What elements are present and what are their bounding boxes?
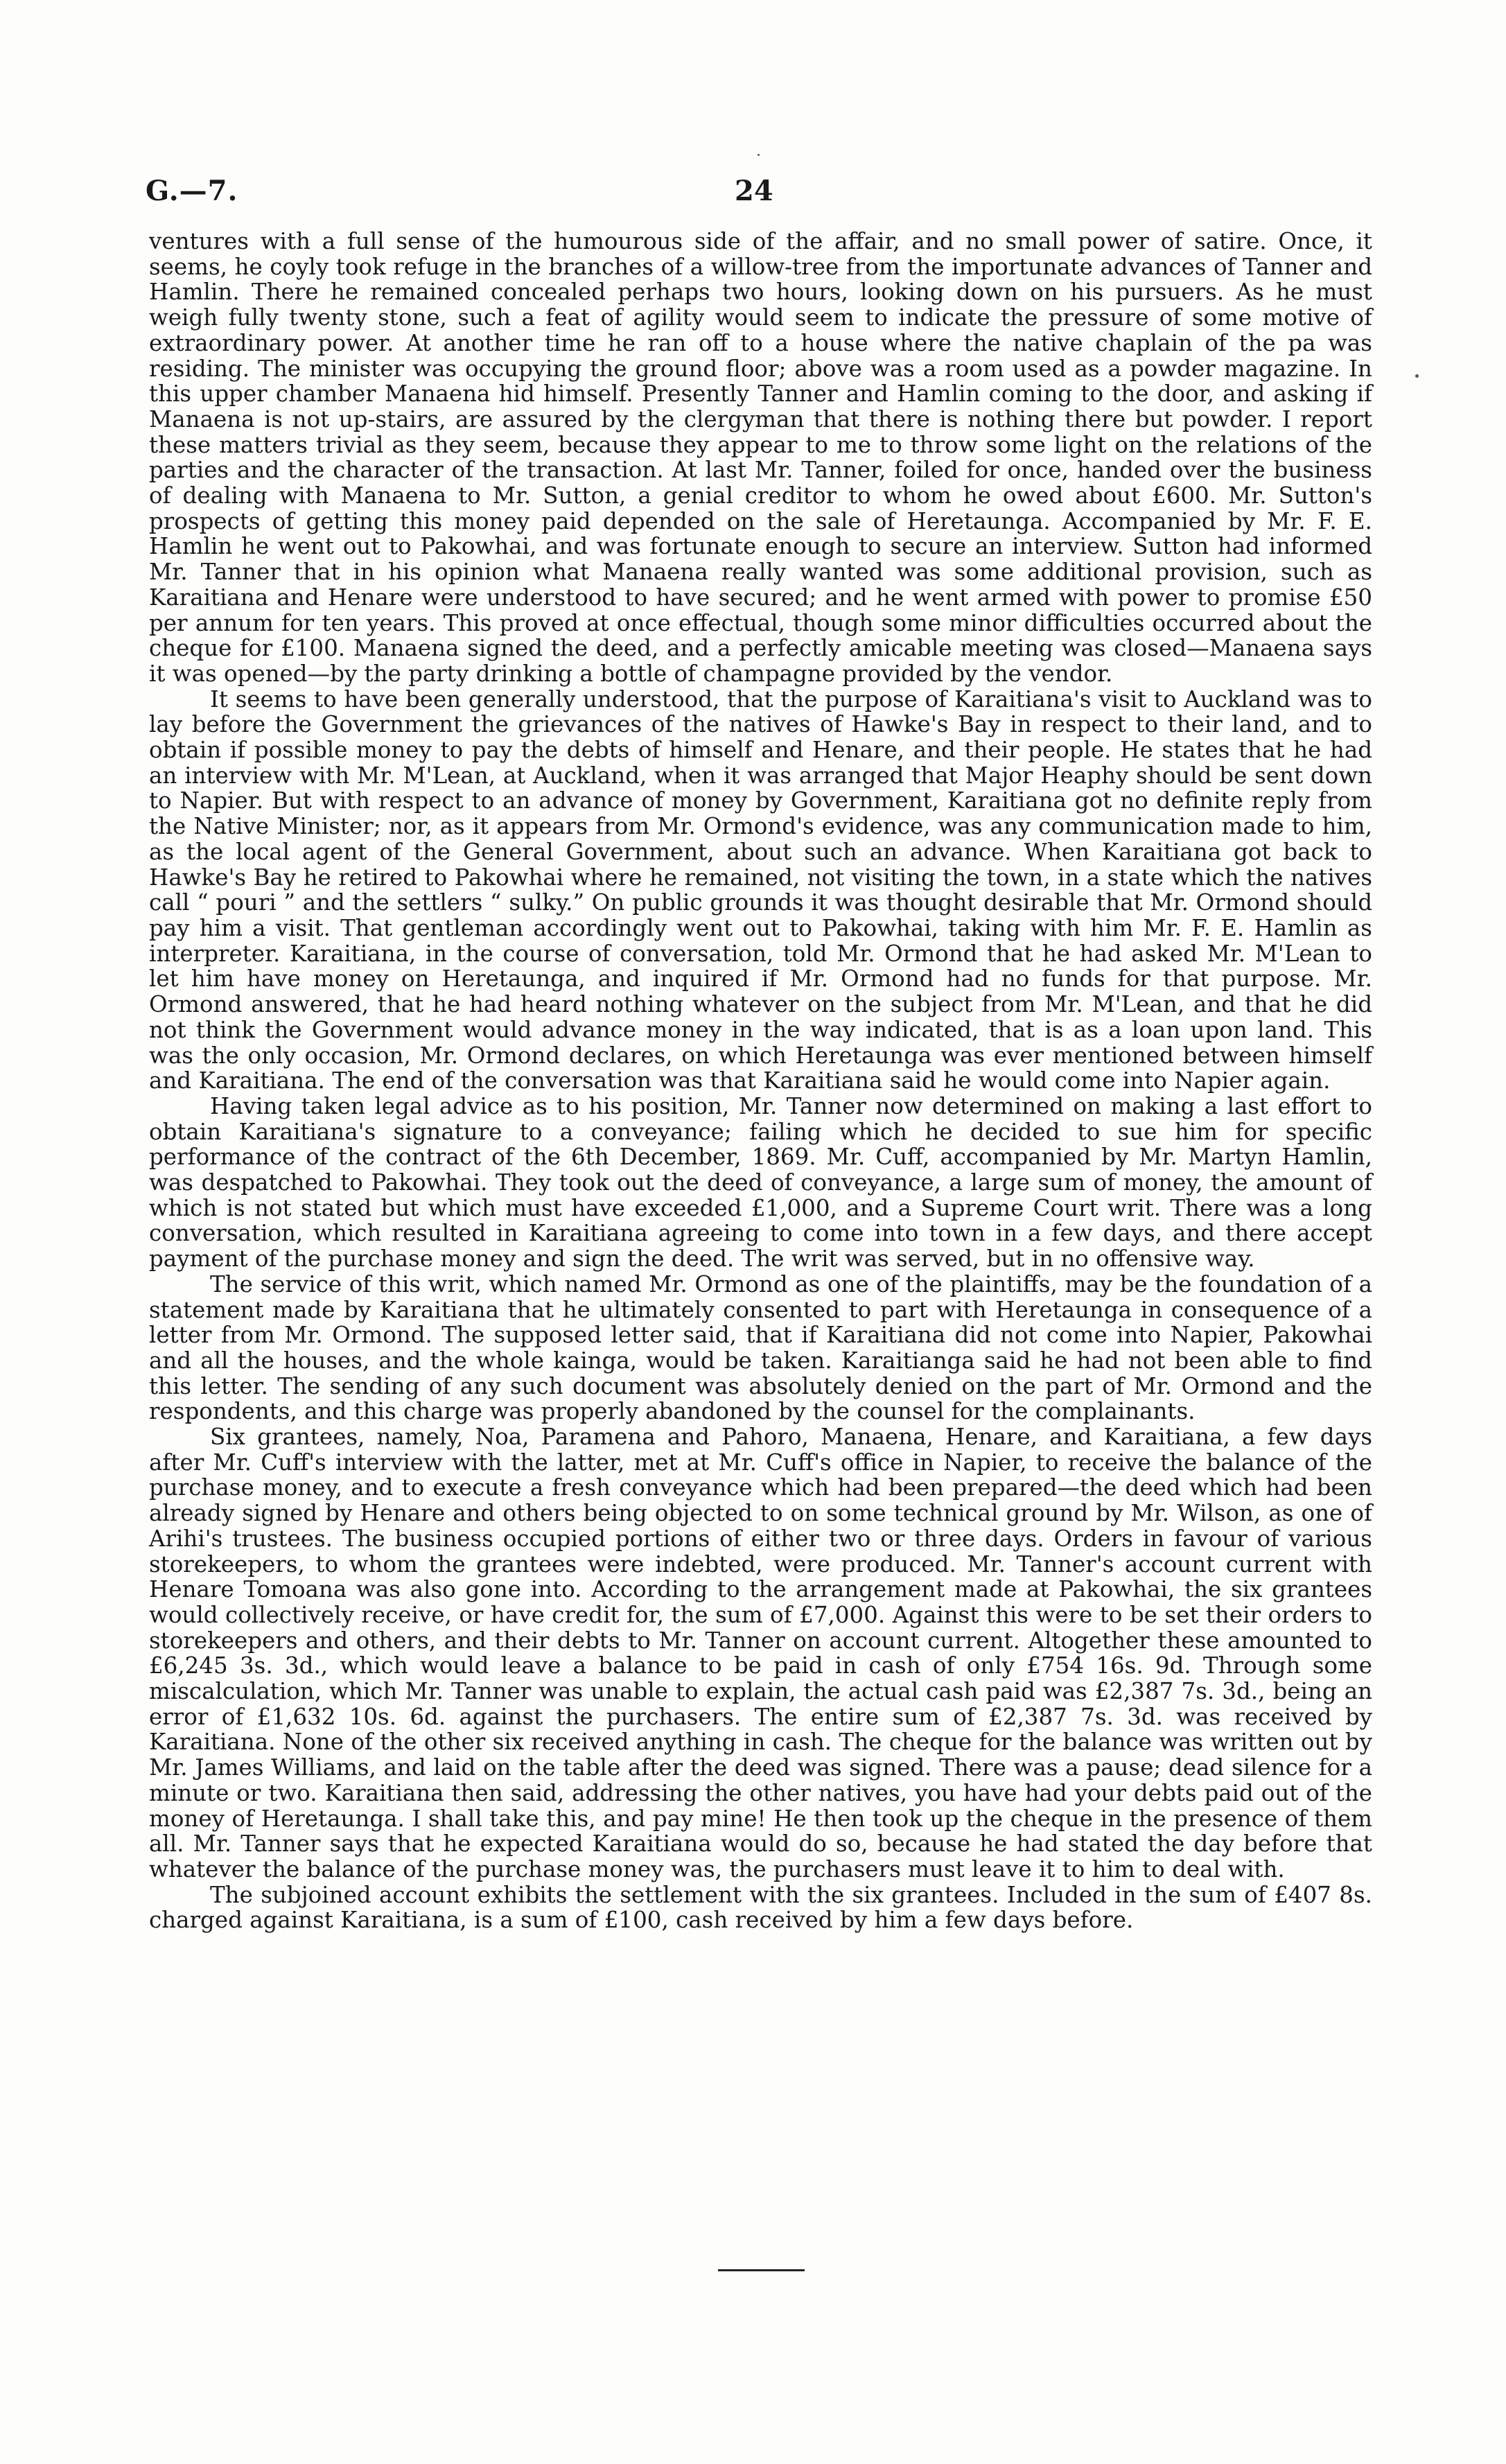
- document-series-number: G.—7.: [146, 175, 238, 207]
- paragraph-subjoined-account: The subjoined account exhibits the settlement with the six grantees. Included in the sum of £407 8s. charged against Karaitiana, is a sum of £100, cash received by him a few days before.: [149, 1881, 1372, 1934]
- section-end-rule: [718, 2269, 805, 2271]
- scan-speck: [1415, 374, 1419, 378]
- paragraph-continued: ventures with a full sense of the humourous side of the affair, and no small power of satire. Once, it seems, he coyly took refuge in the branches of a willow-tree from the importunate advances of Tanner and Hamlin. There he remained concealed perhaps two hours, looking down on his pursuers. As he must weigh fully twenty stone, such a feat of agility would seem to indicate the pressure of some motive of extraordinary power. At another time he ran off to a house where the native chaplain of the pa was residing. The minister was occupying the ground floor; above was a room used as a powder magazine. In this upper chamber Manaena hid himself. Presently Tanner and Hamlin coming to the door, and asking if Manaena is not up-stairs, are assured by the clergyman that there is nothing there but powder. I report these matters trivial as they seem, because they appear to me to throw some light on the relations of the parties and the character of the transaction. At last Mr. Tanner, foiled for once, handed over the business of dealing with Manaena to Mr. Sutton, a genial creditor to whom he owed about £600. Mr. Sutton's prospects of getting this money paid depended on the sale of Heretaunga. Accompanied by Mr. F. E. Hamlin he went out to Pakowhai, and was fortunate enough to secure an interview. Sutton had informed Mr. Tanner that in his opinion what Manaena really wanted was some additional provision, such as Karaitiana and Henare were understood to have secured; and he went armed with power to promise £50 per annum for ten years. This proved at once effectual, though some minor difficulties occurred about the cheque for £100. Manaena signed the deed, and a perfectly amicable meeting was closed—Manaena says it was opened—by the party drinking a bottle of champagne provided by the vendor.: [149, 228, 1372, 687]
- page-number: 24: [735, 175, 773, 207]
- paragraph-karaitiana-auckland-visit: It seems to have been generally understood, that the purpose of Karaitiana's visit to Auckland was to lay before the Government the grievances of the natives of Hawke's Bay in respect to their land, and to obtain if possible money to pay the debts of himself and Henare, and their people. He states that he had an interview with Mr. M'Lean, at Auckland, when it was arranged that Major Heaphy should be sent down to Napier. But with respect to an advance of money by Government, Karaitiana got no definite reply from the Native Minister; nor, as it appears from Mr. Ormond's evidence, was any communication made to him, as the local agent of the General Government, about such an advance. When Karaitiana got back to Hawke's Bay he retired to Pakowhai where he remained, not visiting the town, in a state which the natives call “ pouri ” and the settlers “ sulky.” On public grounds it was thought desirable that Mr. Ormond should pay him a visit. That gentleman accordingly went out to Pakowhai, taking with him Mr. F. E. Hamlin as interpreter. Karaitiana, in the course of conversation, told Mr. Ormond that he had asked Mr. M'Lean to let him have money on Heretaunga, and inquired if Mr. Ormond had no funds for that purpose. Mr. Ormond answered, that he had heard nothing whatever on the subject from Mr. M'Lean, and that he did not think the Government would advance money in the way indicated, that is as a loan upon land. This was the only occasion, Mr. Ormond declares, on which Heretaunga was ever mentioned between himself and Karaitiana. The end of the conversation was that Karaitiana said he would come into Napier again.: [149, 685, 1372, 1094]
- page-header: [146, 175, 1372, 216]
- paragraph-service-of-writ: The service of this writ, which named Mr. Ormond as one of the plaintiffs, may be the foundation of a statement made by Karaitiana that he ultimately consented to part with Heretaunga in consequence of a letter from Mr. Ormond. The supposed letter said, that if Karaitiana did not come into Napier, Pakowhai and all the houses, and the whole kainga, would be taken. Karaitianga said he had not been able to find this letter. The sending of any such document was absolutely denied on the part of Mr. Ormond and the respondents, and this charge was properly abandoned by the counsel for the complainants.: [149, 1270, 1372, 1425]
- paragraph-six-grantees: Six grantees, namely, Noa, Paramena and Pahoro, Manaena, Henare, and Karaitiana, a few days after Mr. Cuff's interview with the latter, met at Mr. Cuff's office in Napier, to receive the balance of the purchase money, and to execute a fresh conveyance which had been prepared—the deed which had been already signed by Henare and others being objected to on some technical ground by Mr. Wilson, as one of Arihi's trustees. The business occupied portions of either two or three days. Orders in favour of various storekeepers, to whom the grantees were indebted, were produced. Mr. Tanner's account current with Henare Tomoana was also gone into. According to the arrangement made at Pakowhai, the six grantees would collectively receive, or have credit for, the sum of £7,000. Against this were to be set their orders to storekeepers and others, and their debts to Mr. Tanner on account current. Altogether these amounted to £6,245 3s. 3d., which would leave a balance to be paid in cash of only £754 16s. 9d. Through some miscalculation, which Mr. Tanner was unable to explain, the actual cash paid was £2,387 7s. 3d., being an error of £1,632 10s. 6d. against the purchasers. The entire sum of £2,387 7s. 3d. was received by Karaitiana. None of the other six received anything in cash. The cheque for the balance was written out by Mr. James Williams, and laid on the table after the deed was signed. There was a pause; dead silence for a minute or two. Karaitiana then said, addressing the other natives, you have had your debts paid out of the money of Heretaunga. I shall take this, and pay mine! He then took up the cheque in the presence of them all. Mr. Tanner says that he expected Karaitiana would do so, because he had stated the day before that whatever the balance of the purchase money was, the purchasers must leave it to him to deal with.: [149, 1424, 1372, 1882]
- paragraph-legal-advice: Having taken legal advice as to his position, Mr. Tanner now determined on making a last effort to obtain Karaitiana's signature to a conveyance; failing which he decided to sue him for specific performance of the contract of the 6th December, 1869. Mr. Cuff, accompanied by Mr. Martyn Hamlin, was despatched to Pakowhai. They took out the deed of conveyance, a large sum of money, the amount of which is not stated but which must have exceeded £1,000, and a Supreme Court writ. There was a long conversation, which resulted in Karaitiana agreeing to come into town in a few days, and there accept payment of the purchase money and sign the deed. The writ was served, but in no offensive way.: [149, 1092, 1372, 1273]
- scan-speck: [758, 154, 760, 156]
- page-body-text: [149, 229, 1372, 1933]
